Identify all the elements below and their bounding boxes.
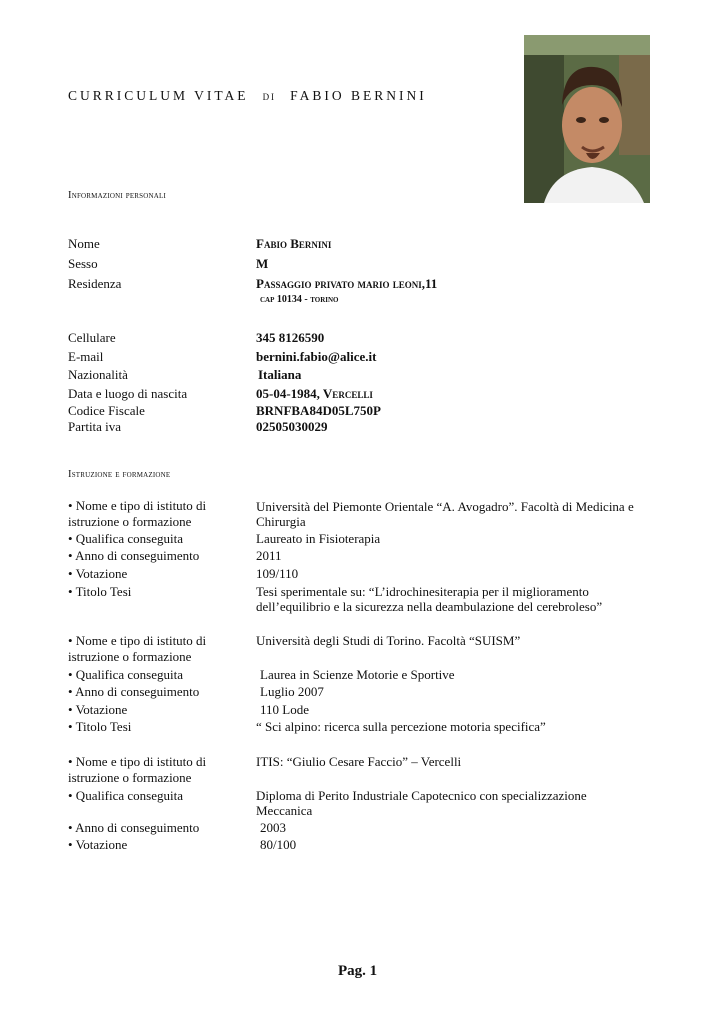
value-email: bernini.fabio@alice.it (256, 349, 377, 364)
edu3-qual-label: • Qualifica conseguita (68, 788, 184, 803)
edu1-year-value: 2011 (256, 548, 282, 563)
value-sex: M (256, 256, 269, 271)
title-name: FABIO BERNINI (290, 88, 427, 103)
edu1-qual-value: Laureato in Fisioterapia (256, 531, 381, 546)
label-nationality: Nazionalità (68, 367, 128, 382)
label-name: Nome (68, 236, 100, 251)
edu2-qual-value: Laurea in Scienze Motorie e Sportive (260, 667, 455, 682)
edu3-inst-value: ITIS: “Giulio Cesare Faccio” – Vercelli (256, 754, 462, 769)
edu1-qual-label: • Qualifica conseguita (68, 531, 184, 546)
section-personal: Informazioni personali (68, 190, 167, 201)
edu1-year-label: • Anno di conseguimento (68, 548, 200, 563)
value-birth: 05-04-1984, Vercelli (256, 386, 373, 401)
cv-title (68, 88, 427, 104)
edu2-grade-label: • Votazione (68, 702, 128, 717)
edu3-year-value: 2003 (260, 820, 286, 835)
edu3-grade-label: • Votazione (68, 837, 128, 852)
edu3-qual-value: Diploma di Perito Industriale Capotecnico con specializzazione Meccanica (256, 788, 587, 818)
edu2-inst-label: • Nome e tipo di istituto di istruzione o formazione (68, 633, 207, 664)
value-residence: Passaggio privato mario leoni,11 (256, 276, 438, 291)
value-vat: 02505030029 (256, 419, 328, 434)
edu2-year-value: Luglio 2007 (260, 684, 324, 699)
edu2-qual-label: • Qualifica conseguita (68, 667, 184, 682)
page-number: Pag. 1 (338, 963, 378, 979)
edu1-inst-label: • Nome e tipo di istituto di istruzione o formazione (68, 498, 207, 529)
edu3-year-label: • Anno di conseguimento (68, 820, 200, 835)
edu2-inst-value: Università degli Studi di Torino. Facoltà “SUISM” (256, 633, 521, 648)
value-mobile: 345 8126590 (256, 330, 325, 345)
edu1-thesis-value: Tesi sperimentale su: “L’idrochinesiterapia per il miglioramento dell’equilibrio e la sicurezza nella deambulazione del cerebroleso” (256, 584, 603, 614)
value-nationality: Italiana (258, 367, 302, 382)
label-tax-code: Codice Fiscale (68, 403, 145, 418)
edu1-grade-value: 109/110 (256, 566, 299, 581)
label-vat: Partita iva (68, 419, 122, 434)
edu1-inst-value: Università del Piemonte Orientale “A. Avogadro”. Facoltà di Medicina e Chirurgia (256, 499, 634, 529)
value-name: Fabio Bernini (256, 236, 332, 251)
title-pre: CURRICULUM VITAE (68, 88, 249, 103)
edu2-year-label: • Anno di conseguimento (68, 684, 200, 699)
label-email: E-mail (68, 349, 104, 364)
label-birth: Data e luogo di nascita (68, 386, 188, 401)
label-residence: Residenza (68, 276, 122, 291)
edu2-thesis-value: “ Sci alpino: ricerca sulla percezione motoria specifica” (256, 719, 546, 734)
title-di: DI (262, 92, 277, 102)
edu3-grade-value: 80/100 (260, 837, 297, 852)
edu2-thesis-label: • Titolo Tesi (68, 719, 132, 734)
edu3-inst-label: • Nome e tipo di istituto di istruzione o formazione (68, 754, 207, 785)
value-residence-cap: cap 10134 - torino (260, 294, 339, 305)
section-education: Istruzione e formazione (68, 469, 171, 480)
edu1-grade-label: • Votazione (68, 566, 128, 581)
edu2-grade-value: 110 Lode (260, 702, 309, 717)
profile-photo (524, 35, 650, 203)
label-mobile: Cellulare (68, 330, 116, 345)
edu1-thesis-label: • Titolo Tesi (68, 584, 132, 599)
value-tax-code: BRNFBA84D05L750P (256, 403, 381, 418)
label-sex: Sesso (68, 256, 98, 271)
